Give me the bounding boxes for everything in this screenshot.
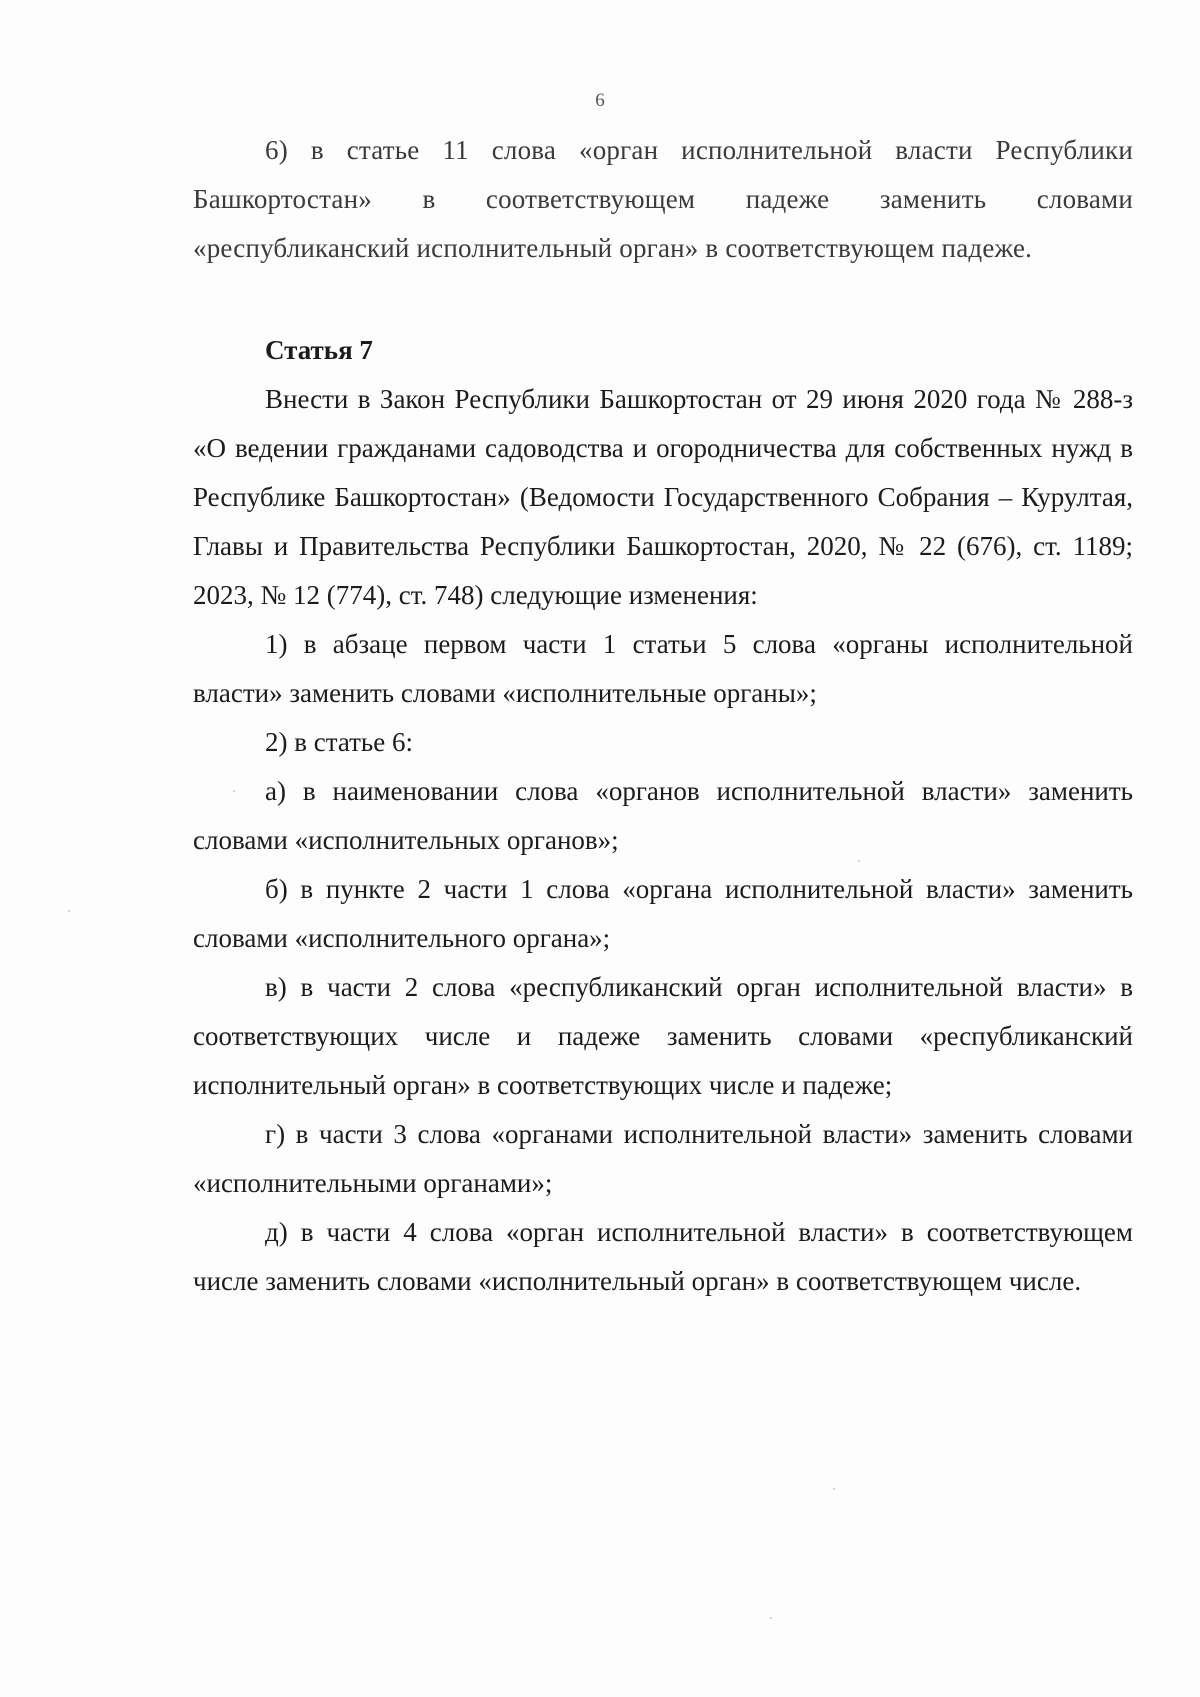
intro-block xyxy=(193,126,1133,273)
list-item: д) в части 4 слова «орган исполнительной власти» в соответствующем числе заменить словами «исполнительный орган» в соответствующем числе. xyxy=(193,1217,1133,1296)
list-item: 1) в абзаце первом части 1 статьи 5 слова «органы исполнительной власти» заменить словами «исполнительные органы»; xyxy=(193,629,1133,708)
list-item: в) в части 2 слова «республиканский орган исполнительной власти» в соответствующих числе и падеже заменить словами «республиканский исполнительный орган» в соответствующих числе и падеже; xyxy=(193,972,1133,1100)
intro-paragraph: 6) в статье 11 слова «орган исполнительной власти Республики Башкортостан» в соответствующем падеже заменить словами «республиканский исполнительный орган» в соответствующем падеже. xyxy=(193,135,1133,263)
article-block xyxy=(193,326,1133,1306)
list-item: б) в пункте 2 части 1 слова «органа исполнительной власти» заменить словами «исполнительного органа»; xyxy=(193,874,1133,953)
scan-speck xyxy=(858,860,860,862)
list-item: г) в части 3 слова «органами исполнительной власти» заменить словами «исполнительными органами»; xyxy=(193,1119,1133,1198)
scan-speck xyxy=(68,910,70,912)
article-lead-paragraph: Внести в Закон Республики Башкортостан от 29 июня 2020 года № 288-з «О ведении гражданами садоводства и огородничества для собственных нужд в Республике Башкортостан» (Ведомости Государственного Собрания – Курултая, Главы и Правительства Республики Башкортостан, 2020, № 22 (676), ст. 1189; 2023, № 12 (774), ст. 748) следующие изменения: xyxy=(193,384,1133,610)
article-heading: Статья 7 xyxy=(265,335,373,365)
scan-speck xyxy=(233,790,235,792)
scan-speck xyxy=(770,1617,772,1619)
scan-speck xyxy=(833,1488,835,1490)
list-item: а) в наименовании слова «органов исполнительной власти» заменить словами «исполнительных органов»; xyxy=(193,776,1133,855)
page-number: 6 xyxy=(595,90,605,111)
list-item: 2) в статье 6: xyxy=(265,727,413,757)
